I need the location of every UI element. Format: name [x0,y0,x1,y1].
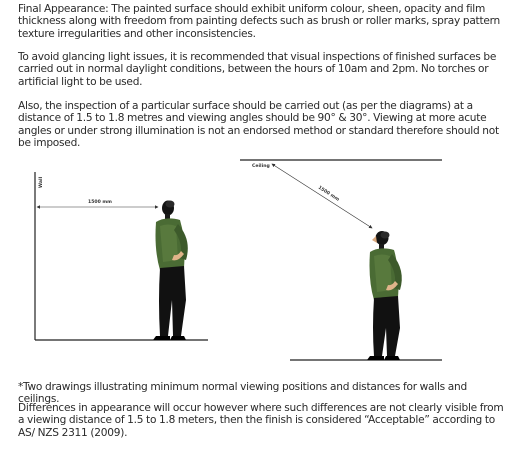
acceptable-paragraph: Differences in appearance will occur however where such differences are not clearly visible from a viewing distance of 1.5 to 1.8 meters, then the finish is considered “Acceptable” according to AS/ NZS 2311 (2009). [18,402,504,439]
ceiling-distance-arrow [272,164,372,228]
ceiling-diagram [240,160,442,360]
glancing-light-paragraph: To avoid glancing light issues, it is recommended that visual inspections of finished surfaces be carried out in normal daylight conditions, between the hours of 10am and 2pm. No torches or artificial light to be used. [18,51,497,88]
viewing-diagrams [0,150,510,375]
ceiling-distance-label: 1500 mm [316,185,340,203]
wall-viewer-figure [153,201,188,341]
diagram-caption: *Two drawings illustrating minimum normal viewing positions and distances for walls and ceilings. [18,381,467,406]
wall-diagram [35,172,208,340]
ceiling-label: Ceiling [252,164,270,169]
final-appearance-paragraph: Final Appearance: The painted surface should exhibit uniform colour, sheen, opacity and film thickness along with freedom from painting defects such as brush or roller marks, spray pattern texture irregularities and other inconsistencies. [18,3,501,40]
wall-label: Wall [39,176,44,188]
inspection-distance-paragraph: Also, the inspection of a particular surface should be carried out (as per the diagrams) at a distance of 1.5 to 1.8 metres and viewing angles should be 90° & 30°. Viewing at more acute angles or under strong illumination is not an endorsed method or standard therefore should not be imposed. [18,100,499,150]
ceiling-viewer-figure [367,231,402,360]
wall-distance-label: 1500 mm [88,200,112,205]
